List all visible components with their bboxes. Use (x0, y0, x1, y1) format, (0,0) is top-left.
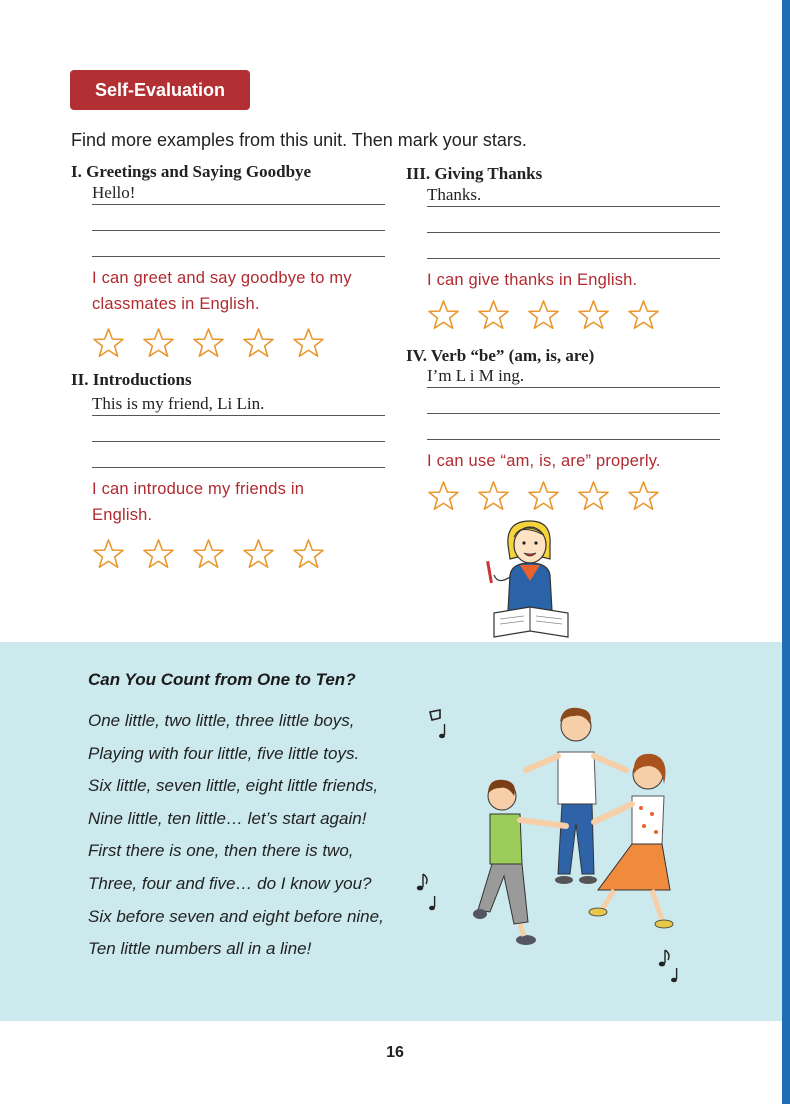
star-icon[interactable] (477, 299, 510, 330)
instructions-text: Find more examples from this unit. Then mark your stars. (71, 130, 527, 150)
section-title: III. Giving Thanks (406, 164, 543, 183)
example-text: Hello! (92, 183, 136, 202)
section-title: II. Introductions (71, 370, 192, 389)
lyric-line: Playing with four little, five little toys. (88, 743, 360, 763)
star-icon[interactable] (192, 538, 225, 569)
star-icon[interactable] (192, 327, 225, 358)
star-icon[interactable] (527, 299, 560, 330)
star-icon[interactable] (577, 480, 610, 511)
blank-line[interactable] (92, 231, 385, 257)
lyric-line: Three, four and five… do I know you? (88, 873, 372, 893)
page-edge-bar (782, 0, 790, 1104)
star-icon[interactable] (242, 327, 275, 358)
star-icon[interactable] (427, 299, 460, 330)
example-line[interactable] (92, 390, 385, 416)
star-rating[interactable] (92, 327, 385, 358)
example-line[interactable] (92, 182, 385, 205)
section-verb-be (406, 346, 720, 511)
can-do-statement: I can greet and say goodbye to my classmates in English. (92, 269, 352, 313)
section-title: I. Greetings and Saying Goodbye (71, 162, 312, 181)
star-icon[interactable] (627, 299, 660, 330)
star-icon[interactable] (577, 299, 610, 330)
star-icon[interactable] (292, 327, 325, 358)
lyric-line: One little, two little, three little boys, (88, 711, 355, 730)
example-line[interactable] (427, 184, 720, 207)
section-greetings (71, 162, 385, 358)
blank-line[interactable] (427, 233, 720, 259)
star-icon[interactable] (292, 538, 325, 569)
lyric-line: Six before seven and eight before nine, (88, 906, 384, 926)
star-icon[interactable] (527, 480, 560, 511)
star-icon[interactable] (627, 480, 660, 511)
blank-line[interactable] (427, 207, 720, 233)
star-icon[interactable] (242, 538, 275, 569)
self-evaluation-header: Self-Evaluation (70, 70, 250, 110)
star-icon[interactable] (427, 480, 460, 511)
blank-line[interactable] (92, 205, 385, 231)
star-icon[interactable] (92, 327, 125, 358)
star-icon[interactable] (92, 538, 125, 569)
can-do-statement: I can introduce my friends in English. (92, 480, 305, 524)
blank-line[interactable] (427, 414, 720, 440)
section-introductions (71, 370, 385, 569)
blank-line[interactable] (427, 388, 720, 414)
can-do-statement: I can use “am, is, are” properly. (427, 452, 661, 470)
can-do-statement: I can give thanks in English. (427, 271, 638, 289)
lyric-line: Nine little, ten little… let’s start again! (88, 808, 367, 828)
song-lyrics (88, 705, 384, 966)
blank-line[interactable] (92, 416, 385, 442)
lyric-line: First there is one, then there is two, (88, 841, 354, 861)
children-dancing-illustration (466, 704, 676, 954)
example-text: Thanks. (427, 185, 482, 204)
star-rating[interactable] (427, 299, 720, 330)
star-icon[interactable] (142, 327, 175, 358)
example-text: This is my friend, Li Lin. (92, 394, 265, 413)
section-title: IV. Verb “be” (am, is, are) (406, 346, 595, 365)
music-note-icon (426, 708, 450, 744)
example-text: I’m L i M ing. (427, 366, 525, 385)
lyric-line: Six little, seven little, eight little friends, (88, 776, 379, 796)
music-note-icon (414, 872, 440, 912)
section-giving-thanks (406, 164, 720, 330)
example-line[interactable] (427, 366, 720, 388)
star-icon[interactable] (142, 538, 175, 569)
page-number: 16 (386, 1044, 404, 1061)
star-rating[interactable] (427, 480, 720, 511)
star-icon[interactable] (477, 480, 510, 511)
lyric-line: Ten little numbers all in a line! (88, 939, 312, 959)
song-title: Can You Count from One to Ten? (88, 670, 356, 689)
girl-reading-illustration (480, 515, 580, 643)
star-rating[interactable] (92, 538, 385, 569)
blank-line[interactable] (92, 442, 385, 468)
